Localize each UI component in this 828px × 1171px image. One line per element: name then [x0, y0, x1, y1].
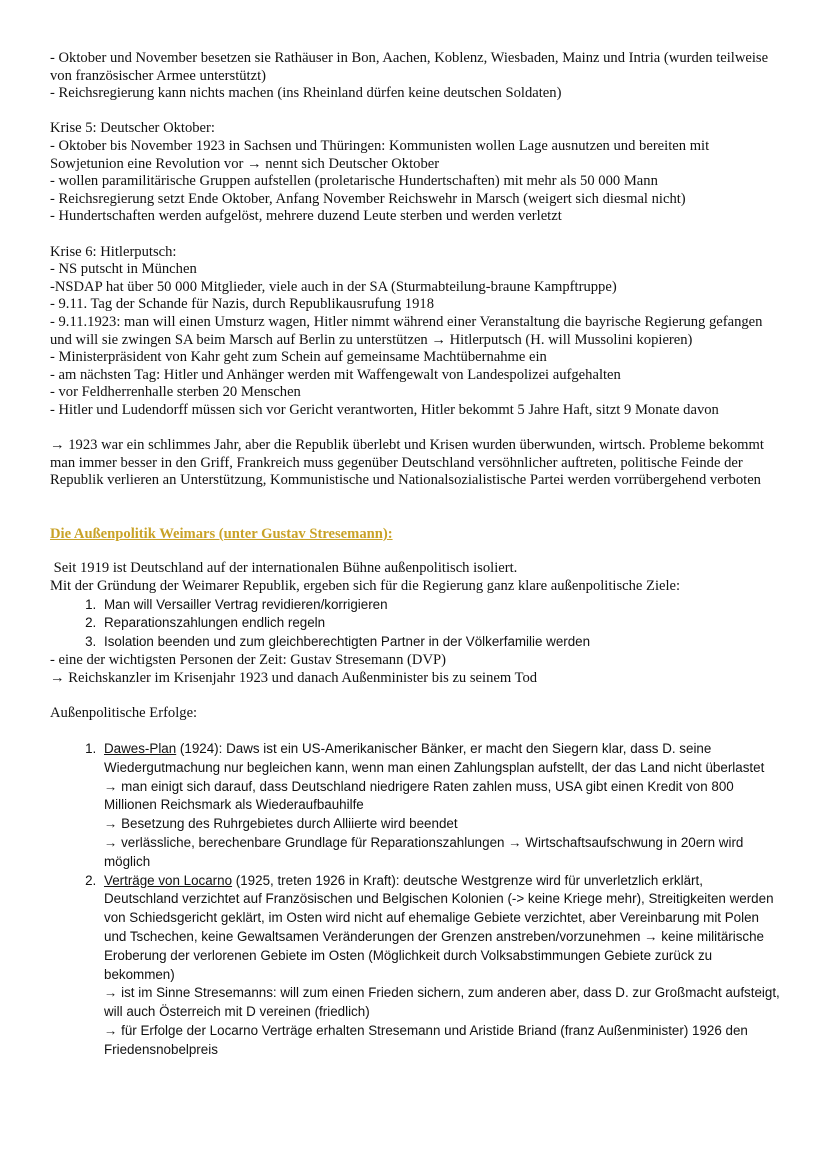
intro-line: Seit 1919 ist Deutschland auf der internationalen Bühne außenpolitisch isoliert. — [50, 560, 518, 577]
text-line: → Reichskanzler im Krisenjahr 1923 und danach Außenminister bis zu seinem Tod — [50, 669, 538, 686]
goals-list — [50, 596, 780, 652]
document-page — [50, 50, 780, 1060]
text-line: - Reichsregierung setzt Ende Oktober, Anfang November Reichswehr in Marsch (weigert sich diesmal nicht) — [50, 190, 686, 207]
success-point: → verlässliche, berechenbare Grundlage für Reparationszahlungen → Wirtschaftsaufschwung in 20ern wird möglich — [104, 834, 744, 869]
stresemann-info — [50, 652, 780, 687]
success-text: (1924): Daws ist ein US-Amerikanischer Bänker, er macht den Siegern klar, dass D. seine Wiedergutmachung nur begleichen kann, wenn man einen Zahlungsplan aufstellt, der das Land nicht überlastet — [104, 740, 765, 775]
goal-item: 1. Man will Versailler Vertrag revidieren/korrigieren — [100, 596, 780, 615]
section-title: Krise 6: Hitlerputsch: — [50, 243, 177, 260]
section-rheinland — [50, 50, 780, 103]
success-name: Dawes-Plan — [104, 740, 177, 756]
aussenpolitik-intro — [50, 560, 780, 595]
successes-title: Außenpolitische Erfolge: — [50, 704, 198, 721]
text-line: - Hundertschaften werden aufgelöst, mehrere duzend Leute sterben und werden verletzt — [50, 208, 562, 225]
text-line: - wollen paramilitärische Gruppen aufstellen (proletarische Hundertschaften) mit mehr als 50 000 Mann — [50, 173, 658, 190]
success-point: → für Erfolge der Locarno Verträge erhalten Stresemann und Aristide Briand (franz Außenminister) 1926 den Friedensnobelpreis — [104, 1022, 748, 1057]
text-line: - NS putscht in München — [50, 261, 197, 278]
success-text: (1925, treten 1926 in Kraft): deutsche Westgrenze wird für unverletzlich erklärt, Deutschland verzichtet auf Französischen und Belgischen Kolonien (-> keine Kriege mehr), Streitigkeiten werden von Schiedsgericht geklärt, im Osten wird nicht auf ehemalige Gebiete verzichtet, aber Vereinbarung mit Polen und Tschechen, keine Gewaltsamen Veränderungen der Grenzen anstreben/vorzunehmen → keine militärische Eroberung der verlorenen Gebiete im Osten (Möglichkeit durch Volksabstimmungen Gebiete zurück zu bekommen) — [104, 872, 774, 982]
text-line: - am nächsten Tag: Hitler und Anhänger werden mit Waffengewalt von Landespolizei aufgehalten — [50, 366, 621, 383]
section-krise-5 — [50, 120, 780, 226]
section-title: Krise 5: Deutscher Oktober: — [50, 120, 215, 137]
successes-list — [50, 740, 780, 1060]
success-point: → man einigt sich darauf, dass Deutschland niedrigere Raten zahlen muss, USA gibt einen Kredit von 800 Millionen Reichsmark als Wiederaufbauhilfe — [104, 778, 734, 813]
intro-line: Mit der Gründung der Weimarer Republik, ergeben sich für die Regierung ganz klare außenpolitische Ziele: — [50, 578, 681, 595]
goal-item: 3. Isolation beenden und zum gleichberechtigten Partner in der Völkerfamilie werden — [100, 633, 780, 652]
text-line: - Oktober bis November 1923 in Sachsen und Thüringen: Kommunisten wollen Lage ausnutzen und bereiten mit Sowjetunion eine Revolution vor → nennt sich Deutscher Oktober — [50, 137, 710, 172]
summary-1923: → 1923 war ein schlimmes Jahr, aber die Republik überlebt und Krisen wurden überwunden, wirtsch. Probleme bekommt man immer besser in den Griff, Frankreich muss gegenüber Deutschland versöhnlicher auftreten, politische Feinde der Republik verlieren an Unterstützung, Kommunistische und Nationalsozialistische Partei werden vorrübergehend verboten — [50, 437, 764, 489]
text-line: - Oktober und November besetzen sie Rathäuser in Bon, Aachen, Koblenz, Wiesbaden, Mainz und Intria (wurden teilweise von französischer Armee unterstützt) — [50, 50, 769, 84]
text-line: - Ministerpräsident von Kahr geht zum Schein auf gemeinsame Machtübernahme ein — [50, 349, 547, 366]
success-point: → Besetzung des Ruhrgebietes durch Alliierte wird beendet — [104, 816, 458, 832]
goal-item: 2. Reparationszahlungen endlich regeln — [100, 614, 780, 633]
success-name: Verträge von Locarno — [104, 872, 233, 888]
section-heading-aussenpolitik: Die Außenpolitik Weimars (unter Gustav Stresemann): — [50, 525, 393, 542]
text-line: - eine der wichtigsten Personen der Zeit: Gustav Stresemann (DVP) — [50, 652, 446, 669]
text-line: - vor Feldherrenhalle sterben 20 Menschen — [50, 384, 301, 401]
success-item-dawes-plan — [100, 740, 780, 872]
text-line: - 9.11.1923: man will einen Umsturz wagen, Hitler nimmt während einer Veranstaltung die bayrische Regierung gefangen und will sie zwingen SA beim Marsch auf Berlin zu unterstützen → Hitlerputsch (H. will Mussolini kopieren) — [50, 313, 763, 348]
text-line: - Hitler und Ludendorff müssen sich vor Gericht verantworten, Hitler bekommt 5 Jahre Haft, sitzt 9 Monate davon — [50, 401, 719, 418]
text-line: - 9.11. Tag der Schande für Nazis, durch Republikausrufung 1918 — [50, 296, 434, 313]
success-point: → ist im Sinne Stresemanns: will zum einen Frieden sichern, zum anderen aber, dass D. zur Großmacht aufsteigt, will auch Österreich mit D vereinen (friedlich) — [104, 985, 780, 1020]
success-item-locarno — [100, 872, 780, 1060]
section-krise-6 — [50, 244, 780, 420]
text-line: -NSDAP hat über 50 000 Mitglieder, viele auch in der SA (Sturmabteilung-braune Kampftruppe) — [50, 278, 617, 295]
text-line: - Reichsregierung kann nichts machen (ins Rheinland dürfen keine deutschen Soldaten) — [50, 85, 562, 102]
